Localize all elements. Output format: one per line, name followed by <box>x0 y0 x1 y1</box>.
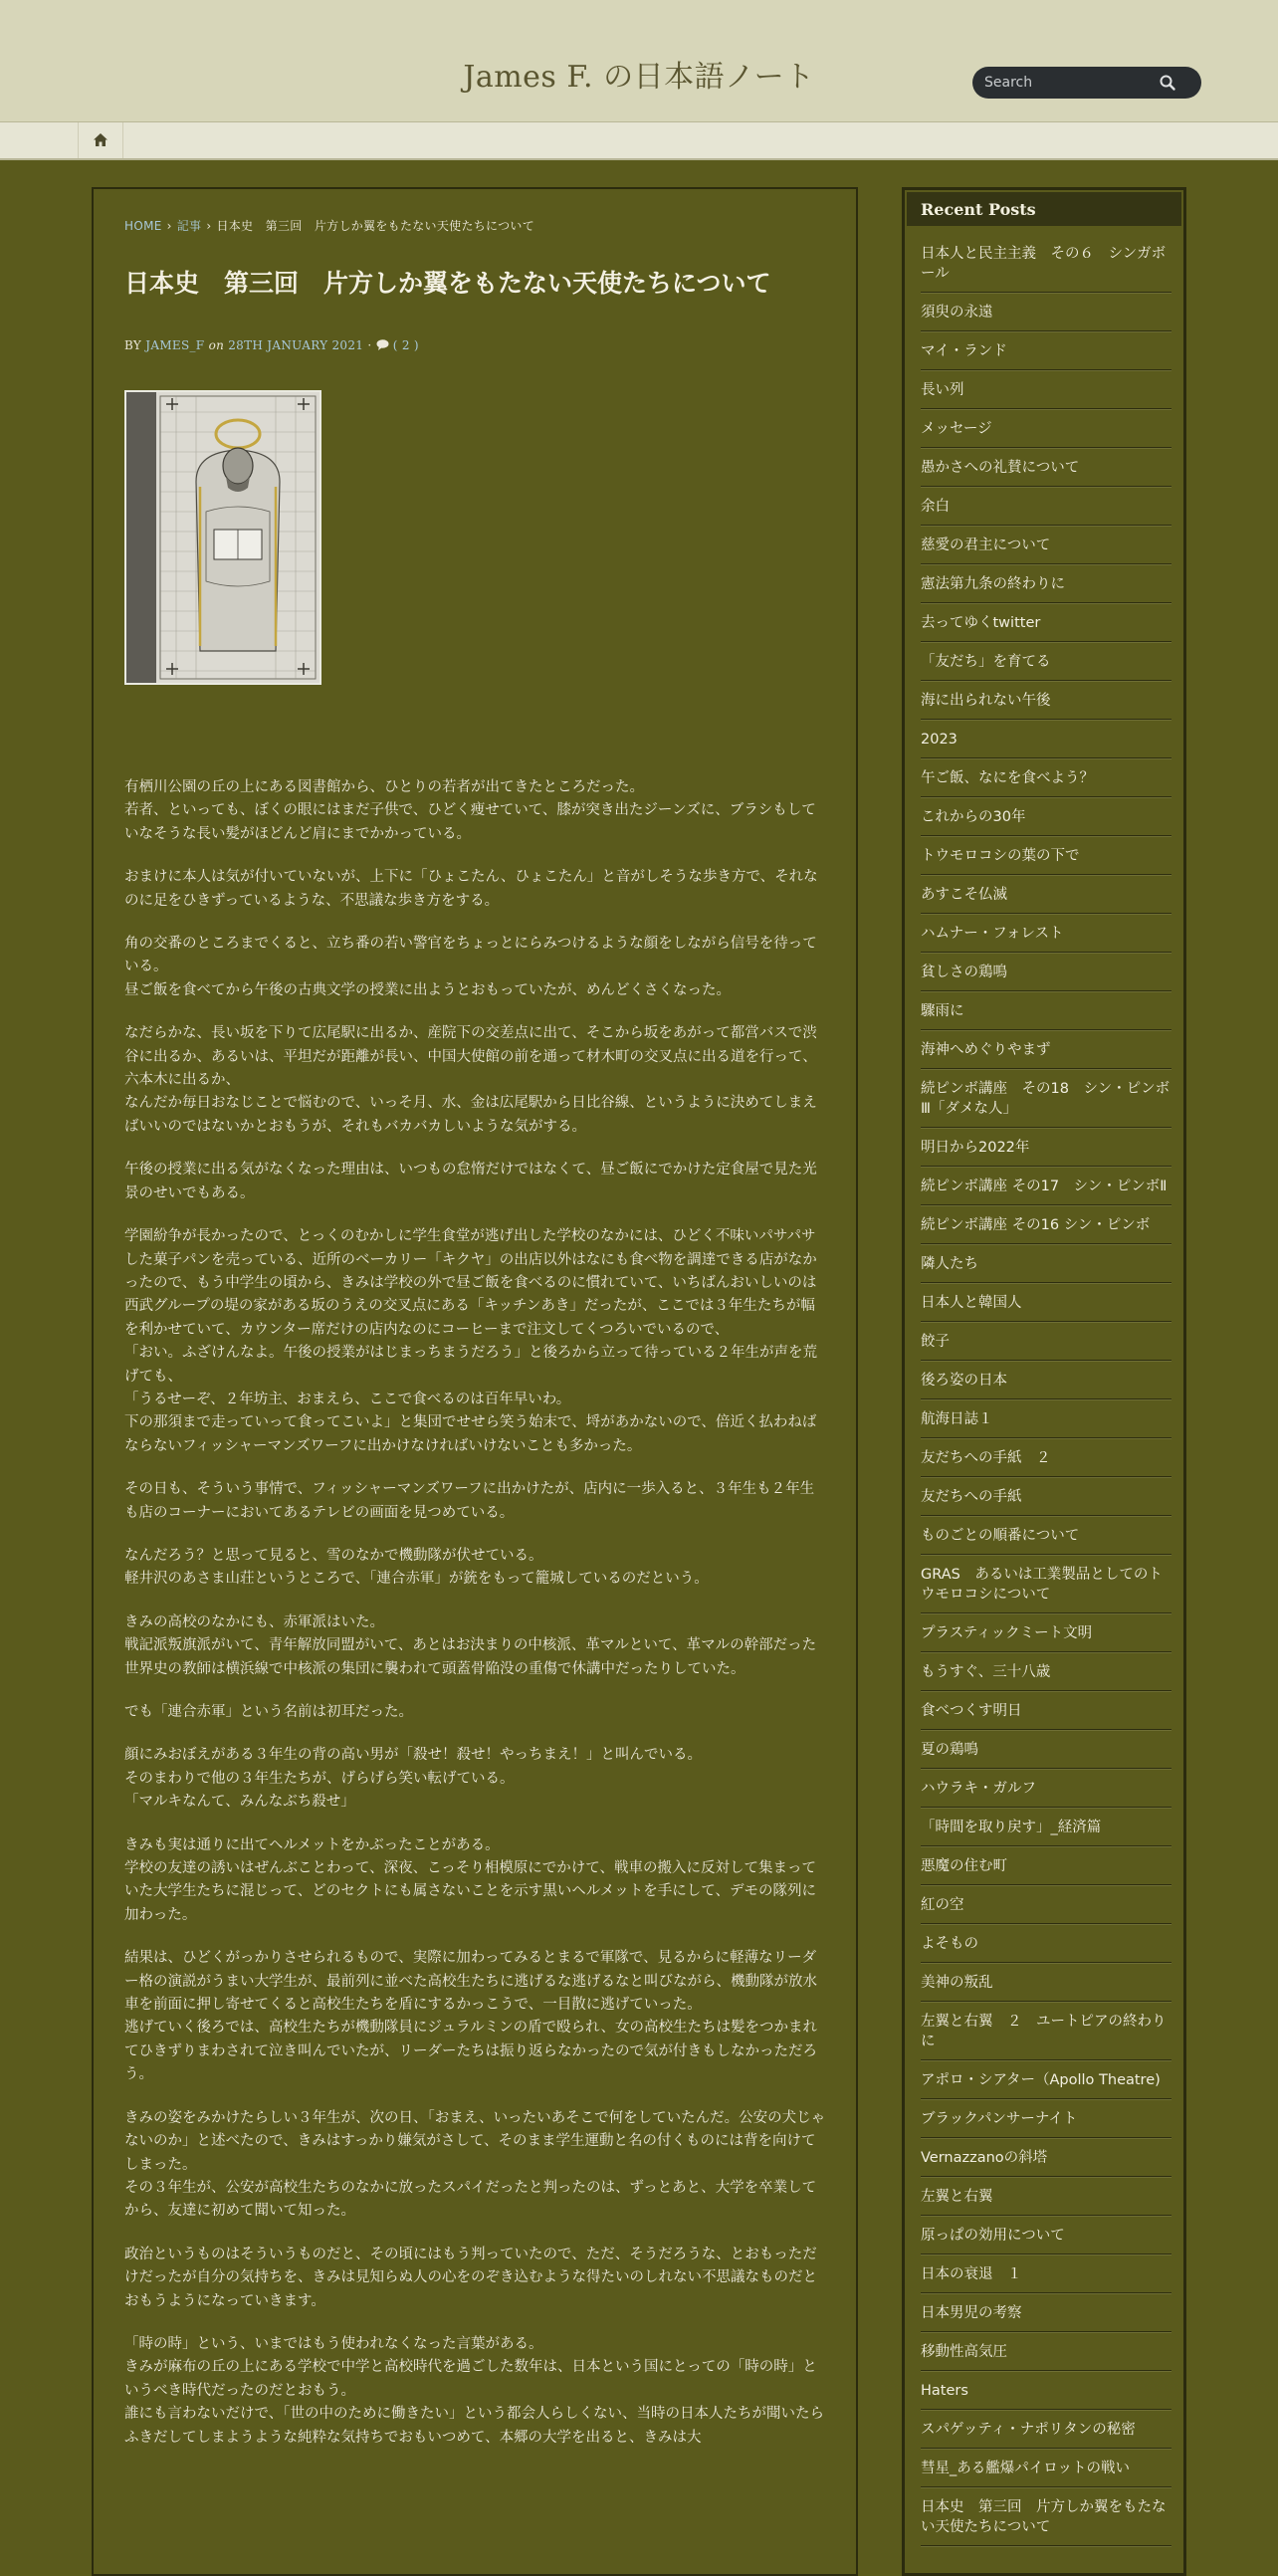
paragraph: 角の交番のところまでくると、立ち番の若い警官をちょっとにらみつけるような顔をしながら信号を待っている。 昼ご飯を食べてから午後の古典文学の授業に出ようとおもっていたが、めんどくさくなった。 <box>124 936 817 998</box>
recent-post-link[interactable]: GRAS あるいは工業製品としてのトウモロコシについて <box>921 1561 1172 1613</box>
recent-post-link[interactable]: 日本人と民主主義 その６ シンガボール <box>921 240 1172 293</box>
recent-post-link[interactable]: 続ピンボ講座 その17 シン・ピンボⅡ <box>921 1173 1172 1205</box>
paragraph: 結果は、ひどくがっかりさせられるもので、実際に加わってみるとまるで軍隊で、見るからに軽薄なリーダー格の演説がうまい大学生が、最前列に並べた高校生たちに逃げるな逃げるなと叫びながら、機動隊が放水車を前面に押し寄せてくると高校生たちを盾にするかっこうで、一目散に逃げていった。 逃げていく後ろでは、高校生たちが機動隊員にジュラルミンの盾で殴られ、女の高校生たちは髪をつかまれてひきずりまわされて泣き叫んでいたが、リーダーたちは振り返らなかったので気が付きもしなかっただろう。 <box>124 1950 817 2083</box>
breadcrumb <box>124 217 534 234</box>
recent-post-link[interactable]: 須臾の永遠 <box>921 299 1172 331</box>
recent-post-link[interactable]: 明日から2022年 <box>921 1134 1172 1167</box>
recent-post-link[interactable]: 2023 <box>921 726 1172 758</box>
post-image-saint-illustration[interactable] <box>124 390 321 685</box>
recent-post-link[interactable]: トウモロコシの葉の下で <box>921 842 1172 875</box>
recent-post-link[interactable]: 続ピンボ講座 その16 シン・ピンボ <box>921 1211 1172 1244</box>
breadcrumb-home-link[interactable]: HOME <box>124 219 162 233</box>
recent-post-link[interactable]: 貧しさの鶏鳴 <box>921 959 1172 991</box>
recent-post-link[interactable]: スパゲッティ・ナポリタンの秘密 <box>921 2416 1172 2449</box>
recent-post-link[interactable]: 驟雨に <box>921 997 1172 1030</box>
recent-post-link[interactable]: 友だちへの手紙 ２ <box>921 1444 1172 1477</box>
comments-link[interactable]: ( 2 ) <box>392 338 419 352</box>
recent-post-link[interactable]: 憲法第九条の終わりに <box>921 570 1172 603</box>
recent-post-link[interactable]: 悪魔の住む町 <box>921 1852 1172 1885</box>
paragraph: おまけに本人は気が付いていないが、上下に「ひょこたん、ひょこたん」と音がしそうな歩き方で、それなのに足をひきずっているような、不思議な歩き方をする。 <box>124 869 818 909</box>
paragraph: その日も、そういう事情で、フィッシャーマンズワーフに出かけたが、店内に一歩入ると、３年生も２年生も店のコーナーにおいてあるテレビの画面を見つめている。 <box>124 1481 815 1521</box>
recent-post-link[interactable]: 移動性高気圧 <box>921 2338 1172 2371</box>
sidebar-recent-posts <box>902 187 1186 2576</box>
home-icon <box>94 133 107 146</box>
recent-post-link[interactable]: 左翼と右翼 ２ ユートピアの終わりに <box>921 2008 1172 2060</box>
saint-illustration-image <box>126 392 320 683</box>
recent-post-link[interactable]: アポロ・シアター（Apollo Theatre) <box>921 2066 1172 2099</box>
recent-post-link[interactable]: ブラックパンサーナイト <box>921 2105 1172 2138</box>
recent-post-link[interactable]: 原っぱの効用について <box>921 2222 1172 2254</box>
search-input[interactable] <box>984 67 1154 99</box>
post-date-link[interactable]: 28TH JANUARY 2021 <box>228 338 364 352</box>
post-title: 日本史 第三回 片方しか翼をもたない天使たちについて <box>124 269 771 298</box>
recent-post-link[interactable]: 「友だち」を育てる <box>921 648 1172 681</box>
paragraph: 有栖川公園の丘の上にある図書館から、ひとりの若者が出てきたところだった。 若者、といっても、ぼくの眼にはまだ子供で、ひどく痩せていて、膝が突き出たジーンズに、ブラシもしていなそうな長い髪がほどんど肩にまでかかっている。 <box>124 779 816 842</box>
post-body <box>124 776 827 2469</box>
paragraph: きみの高校のなかにも、赤軍派はいた。 戦記派叛旗派がいて、青年解放同盟がいて、あとはお決まりの中核派、革マルといて、革マルの幹部だった世界史の教師は横浜線で中核派の集団に襲われて頭蓋骨陥没の重傷で休講中だったりしていた。 <box>124 1613 817 1677</box>
recent-post-link[interactable]: ハウラキ・ガルフ <box>921 1775 1172 1808</box>
recent-post-link[interactable]: 慈愛の君主について <box>921 532 1172 564</box>
recent-post-link[interactable]: もうすぐ、三十八歳 <box>921 1658 1172 1691</box>
recent-post-link[interactable]: マイ・ランド <box>921 337 1172 370</box>
byline-by: BY <box>124 338 142 352</box>
breadcrumb-category-link[interactable]: 記事 <box>176 219 202 233</box>
site-header <box>0 0 1278 122</box>
recent-post-link[interactable]: 食べつくす明日 <box>921 1697 1172 1730</box>
recent-post-link[interactable]: 彗星_ある艦爆パイロットの戦い <box>921 2455 1172 2487</box>
recent-post-link[interactable]: Vernazzanoの斜塔 <box>921 2144 1172 2177</box>
paragraph: 学園紛争が長かったので、とっくのむかしに学生食堂が逃げ出した学校のなかには、ひどく不味いパサパサした菓子パンを売っている、近所のベーカリー「キクヤ」の出店以外はなにも食べ物を調達できる店がなかったので、もう中学生の頃から、きみは学校の外で昼ご飯を食べるのに慣れていて、いちばんおいしいのは西武グループの堤の家がある坂のうえの交叉点にある「キッチンあき」だったが、ここでは３年生たちが幅を利かせていて、カウンター席だけの店内なのにコーヒーまで注文してくつろいでいるので、 「おい。ふざけんなよ。午後の授業がはじまっちまうだろう」と後ろから立って待っている２年生が声を荒げても、 「うるせーぞ、２年坊主、おまえら、ここで食べるのは百年早いわ。 下の那須まで走っていって食ってこいよ」と集団でせせら笑う始末で、埒があかないので、倍近く払わねばならないフィッシャーマンズワーフに出かけなければいけないことも多かった。 <box>124 1228 817 1454</box>
paragraph: なんだろう？と思って見ると、雪のなかで機動隊が伏せている。 軽井沢のあさま山荘というところで、「連合赤軍」が銃をもって籠城しているのだという。 <box>124 1547 709 1588</box>
comment-icon <box>376 339 389 350</box>
paragraph: 政治というものはそういうものだと、その頃にはもう判っていたので、ただ、そうだろうな、とおもっただけだったが自分の気持ちを、きみは見知らぬ人の心をのぞき込むような得たいのしれない不思議なものだとおもうようになっていきます。 <box>124 2246 817 2309</box>
sidebar-heading-label: Recent Posts <box>921 200 1036 219</box>
search-box[interactable] <box>972 67 1201 99</box>
recent-post-link[interactable]: 左翼と右翼 <box>921 2183 1172 2216</box>
search-icon[interactable] <box>1159 74 1176 92</box>
recent-post-link[interactable]: Haters <box>921 2377 1172 2410</box>
paragraph: きみの姿をみかけたらしい３年生が、次の日、「おまえ、いったいあそこで何をしていたんだ。公安の犬じゃないのか」と述べたので、きみはすっかり嫌気がさして、そのまま学生運動と名の付くものには背を向けてしまった。 その３年生が、公安が高校生たちのなかに放ったスパイだったと判ったのは、ずっとあと、大学を卒業してから、友達に初めて聞いて知った。 <box>124 2109 826 2220</box>
site-title[interactable]: James F. の日本語ノート <box>463 60 815 95</box>
recent-post-link[interactable]: 続ピンボ講座 その18 シン・ピンボⅢ「ダメな人」 <box>921 1075 1172 1128</box>
recent-post-link[interactable]: 美神の叛乱 <box>921 1969 1172 2002</box>
paragraph: なだらかな、長い坂を下りて広尾駅に出るか、産院下の交差点に出て、そこから坂をあがって都営バスで渋谷に出るか、あるいは、平坦だが距離が長い、中国大使館の前を通って材木町の交叉点に出る道を行って、六本木に出るか、 なんだか毎日おなじことで悩むので、いっそ月、水、金は広尾駅から日比谷線、というように決めてしまえばいいのではないかとおもうが、それもバカバカしいような気がする。 <box>124 1025 817 1135</box>
breadcrumb-current: 日本史 第三回 片方しか翼をもたない天使たちについて <box>216 219 534 233</box>
paragraph: 午後の授業に出る気がなくなった理由は、いつもの怠惰だけではなくて、昼ご飯にでかけた定食屋で見た光景のせいでもある。 <box>124 1162 817 1201</box>
author-link[interactable]: JAMES_F <box>145 338 205 352</box>
recent-post-link[interactable]: 後ろ姿の日本 <box>921 1367 1172 1399</box>
recent-post-link[interactable]: 余白 <box>921 493 1172 526</box>
recent-post-link[interactable]: 日本男児の考察 <box>921 2299 1172 2332</box>
breadcrumb-separator: › <box>206 219 212 233</box>
breadcrumb-separator: › <box>166 219 172 233</box>
recent-post-link[interactable]: 愚かさへの礼賛について <box>921 454 1172 487</box>
recent-post-link[interactable]: メッセージ <box>921 415 1172 448</box>
recent-post-link[interactable]: これからの30年 <box>921 803 1172 836</box>
recent-post-link[interactable]: 夏の鶏鳴 <box>921 1736 1172 1769</box>
recent-post-link[interactable]: 長い列 <box>921 376 1172 409</box>
recent-post-link[interactable]: 日本人と韓国人 <box>921 1289 1172 1322</box>
sidebar-heading <box>907 192 1181 226</box>
recent-post-link[interactable]: 午ご飯、なにを食べよう？ <box>921 764 1172 797</box>
home-nav-button[interactable] <box>78 122 123 158</box>
recent-post-link[interactable]: あすこそ仏滅 <box>921 881 1172 914</box>
recent-post-link[interactable]: 「時間を取り戻す」_経済篇 <box>921 1814 1172 1846</box>
byline-dot: · <box>367 338 372 352</box>
nav-bar <box>0 122 1278 160</box>
post-byline <box>124 338 419 352</box>
paragraph: きみも実は通りに出てヘルメットをかぶったことがある。 学校の友達の誘いはぜんぶことわって、深夜、こっそり相模原にでかけて、戦車の搬入に反対して集まっていた大学生たちに混じって、どのセクトにも属さないことを示す黒いヘルメットを手にして、デモの隊列に加わった。 <box>124 1836 816 1923</box>
main-content <box>92 187 858 2576</box>
recent-post-link[interactable]: 航海日誌１ <box>921 1405 1172 1438</box>
recent-post-link[interactable]: 去ってゆくtwitter <box>921 609 1172 642</box>
recent-post-link[interactable]: 隣人たち <box>921 1250 1172 1283</box>
recent-post-link[interactable]: プラスティックミート文明 <box>921 1619 1172 1652</box>
recent-post-link[interactable]: 日本史 第三回 片方しか翼をもたない天使たちについて <box>921 2493 1172 2546</box>
recent-post-link[interactable]: よそもの <box>921 1930 1172 1963</box>
paragraph: でも「連合赤軍」という名前は初耳だった。 <box>124 1704 413 1720</box>
recent-post-link[interactable]: ものごとの順番について <box>921 1522 1172 1555</box>
paragraph: 顔にみおぼえがある３年生の背の高い男が「殺せ！殺せ！やっちまえ！」と叫んでいる。 そのまわりで他の３年生たちが、げらげら笑い転げている。 「マルキなんて、みんなぶち殺せ」 <box>124 1747 702 1811</box>
paragraph: 「時の時」という、いまではもう使われなくなった言葉がある。 きみが麻布の丘の上にある学校で中学と高校時代を過ごした数年は、日本という国にとっての「時の時」というべき時代だったのだとおもう。 誰にも言わないだけで、「世の中のために働きたい」という都会人らしくない、当時の日本人たちが聞いたらふきだしてしまようような純粋な気持ちでおもいつめて、本郷の大学を出ると、きみは大 <box>124 2335 824 2446</box>
recent-post-link[interactable]: 海に出られない午後 <box>921 687 1172 720</box>
recent-post-link[interactable]: ハムナー・フォレスト <box>921 920 1172 953</box>
recent-post-link[interactable]: 海神へめぐりやまず <box>921 1036 1172 1069</box>
recent-posts-list <box>921 240 1172 2552</box>
recent-post-link[interactable]: 日本の衰退 １ <box>921 2260 1172 2293</box>
recent-post-link[interactable]: 友だちへの手紙 <box>921 1483 1172 1516</box>
byline-on: on <box>208 338 225 352</box>
recent-post-link[interactable]: 紅の空 <box>921 1891 1172 1924</box>
recent-post-link[interactable]: 餃子 <box>921 1328 1172 1361</box>
